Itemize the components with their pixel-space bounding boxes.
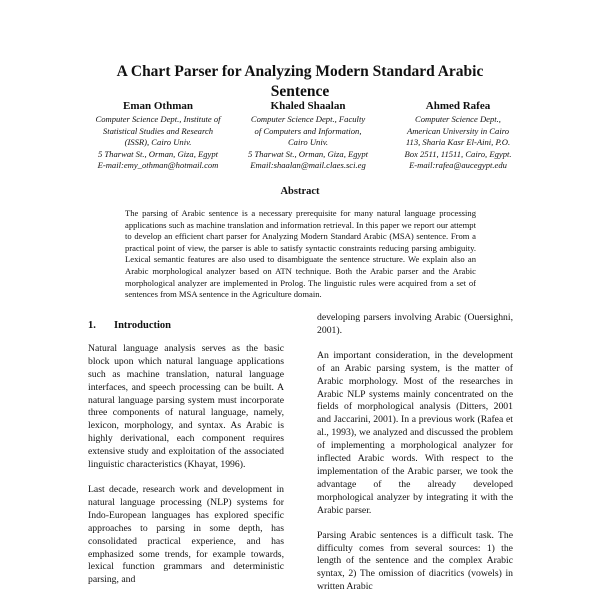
paragraph: Parsing Arabic sentences is a difficult task. The difficulty comes from several sources: 1) the length of the sentence and the complex Arabic syntax, 2) The omission of diacritics (vowels) in written Arabic <box>317 529 513 593</box>
author-address: 5 Tharwat St., Orman, Giza, Egypt <box>247 148 369 159</box>
author-email: Email:shaalan@mail.claes.sci.eg <box>250 160 366 171</box>
paragraph: An important consideration, in the development of an Arabic parsing system, is the matter of Arabic morphology. Most of the researches in Arabic NLP systems mainly concentrated on the fields of morphological analysis (Ditters, 2001 and Jaccarini, 2001). In a previous work (Rafea et al., 1993), we analyzed and discussed the problem of implementing a morphological analyzer for inflected Arabic words. With respect to the implementation of the Arabic parser, we took the advantage of the already developed morphological analyzer by integrating it with the Arabic parser. <box>317 349 513 516</box>
paper-title <box>60 62 540 102</box>
author-affiliation: Cairo Univ. <box>287 137 329 148</box>
author-affiliation: Computer Science Dept., <box>415 114 501 124</box>
paragraph: Last decade, research work and development in natural language processing (NLP) systems for Indo-European languages has explored specific approaches to parsing in some depth, has consolidated practical experience, and has emphasized some trends, for example towards, lexical function grammars and deterministic parsing, and <box>88 483 284 586</box>
author-email: E-mail:rafea@aucegypt.edu <box>409 160 507 171</box>
author-affiliation: Computer Science Dept., Faculty <box>250 114 366 124</box>
author-name: Eman Othman <box>123 100 193 112</box>
paragraph: developing parsers involving Arabic (Ouersighni, 2001). <box>317 312 513 336</box>
paragraph: Natural language analysis serves as the basic block upon which natural language applications such as machine translation, natural language interfaces, and speech processing can be built. A natural language parsing system must incorporate three components of natural language, namely, lexicon, morphology, and syntax. As Arabic is highly derivational, each component requires extensive study and exploitation of the associated linguistic characteristics (Khayat, 1996). <box>88 342 284 471</box>
author-affiliation: American University in Cairo <box>406 125 510 136</box>
author-affiliation: Statistical Studies and Research <box>102 125 214 136</box>
author-name: Ahmed Rafea <box>425 100 491 112</box>
author-affiliation: 113, Sharia Kasr El-Aini, P.O. <box>405 137 511 148</box>
author-block-1 <box>73 99 243 172</box>
abstract-heading: Abstract <box>280 186 320 197</box>
author-affiliation: Computer Science Dept., Institute of <box>95 114 221 124</box>
author-address: Box 2511, 11511, Cairo, Egypt. <box>404 148 512 159</box>
author-email: E-mail:emy_othman@hotmail.com <box>97 160 219 171</box>
author-affiliation: of Computers and Information, <box>254 125 362 136</box>
author-name: Khaled Shaalan <box>270 100 346 112</box>
title-line-1: A Chart Parser for Analyzing Modern Standard Arabic <box>116 63 484 80</box>
right-column <box>317 312 513 606</box>
author-block-2 <box>223 99 393 172</box>
section-title: Introduction <box>114 320 171 331</box>
author-address: 5 Tharwat St., Orman, Giza, Egypt <box>97 148 219 159</box>
section-heading <box>88 320 284 333</box>
abstract-text: The parsing of Arabic sentence is a necessary prerequisite for many natural language processing applications such as machine translation and information retrieval. In this paper we report our attempt to develop an efficient chart parser for Analyzing Modern Standard Arabic (MSA) sentence. From a practical point of view, the parser is able to satisfy syntactic constraints reducing parsing ambiguity. Lexical semantic features are also used to disambiguate the sentence structure. We explain also an Arabic morphological analyzer based on ATN technique. Both the Arabic parser and the Arabic morphological analyzer are implemented in Prolog. The linguistic rules were acquired from a set of sentences from MSA sentence in the Agriculture domain. <box>125 208 476 300</box>
title-line-2: Sentence <box>270 83 330 100</box>
section-number: 1. <box>88 320 96 331</box>
author-block-3 <box>373 99 543 172</box>
author-affiliation: (ISSR), Cairo Univ. <box>124 137 192 148</box>
left-column <box>88 316 284 599</box>
